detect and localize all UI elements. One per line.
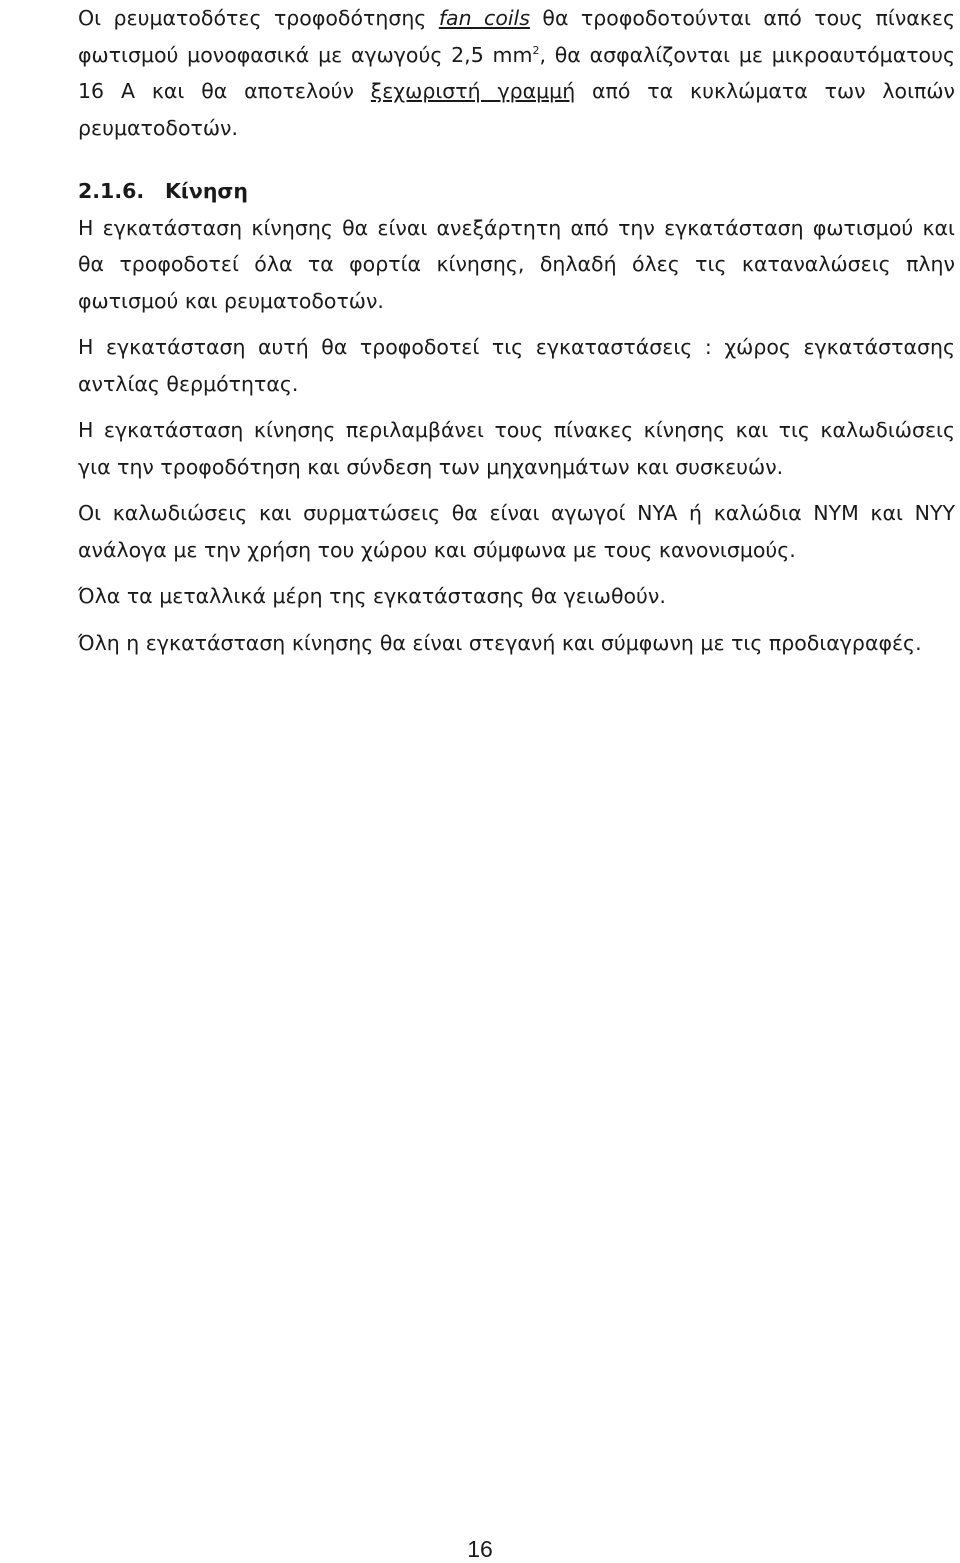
page-number: 16 [467, 1536, 493, 1562]
paragraph-1: Η εγκατάσταση κίνησης θα είναι ανεξάρτητη από την εγκατάσταση φωτισμού και θα τροφοδοτεί όλα τα φορτία κίνησης, δηλαδή όλες τις καταναλώσεις πλην φωτισμού και ρευματοδοτών. [78, 215, 955, 313]
intro-text-3: , θα ασφαλίζονται με μικροαυτόματους 16 A και θα αποτελούν [78, 42, 955, 103]
superscript: 2 [532, 43, 540, 57]
intro-text-4: από τα κυκλώματα των λοιπών ρευματοδοτών. [78, 79, 955, 140]
fan-coils-term: fan coils [438, 6, 530, 30]
paragraph-3: Η εγκατάσταση κίνησης περιλαμβάνει τους πίνακες κίνησης και τις καλωδιώσεις για την τροφοδότηση και σύνδεση των μηχανημάτων και συσκευών. [78, 418, 955, 479]
underlined-term: ξεχωριστή γραμμή [370, 79, 576, 103]
paragraph-5: Όλα τα μεταλλικά μέρη της εγκατάστασης θα γειωθούν. [78, 584, 666, 608]
intro-text-1: Οι ρευματοδότες τροφοδότησης [78, 6, 439, 30]
paragraph-2: Η εγκατάσταση αυτή θα τροφοδοτεί τις εγκαταστάσεις : χώρος εγκατάστασης αντλίας θερμότητας. [78, 335, 955, 396]
intro-paragraph [78, 0, 955, 146]
paragraph-4: Οι καλωδιώσεις και συρματώσεις θα είναι αγωγοί NYA ή καλώδια NYM και NYY ανάλογα με την χρήση του χώρου και σύμφωνα με τους κανονισμούς. [78, 501, 955, 562]
paragraph-6: Όλη η εγκατάσταση κίνησης θα είναι στεγανή και σύμφωνη με τις προδιαγραφές. [78, 630, 922, 655]
intro-text-2: θα τροφοδοτούνται από τους πίνακες φωτισμού μονοφασικά με αγωγούς 2,5 mm [78, 6, 955, 67]
section-number: 2.1.6. [78, 179, 145, 203]
section-title: Κίνηση [165, 179, 248, 203]
document-page [78, 0, 955, 661]
section-heading [78, 173, 955, 210]
